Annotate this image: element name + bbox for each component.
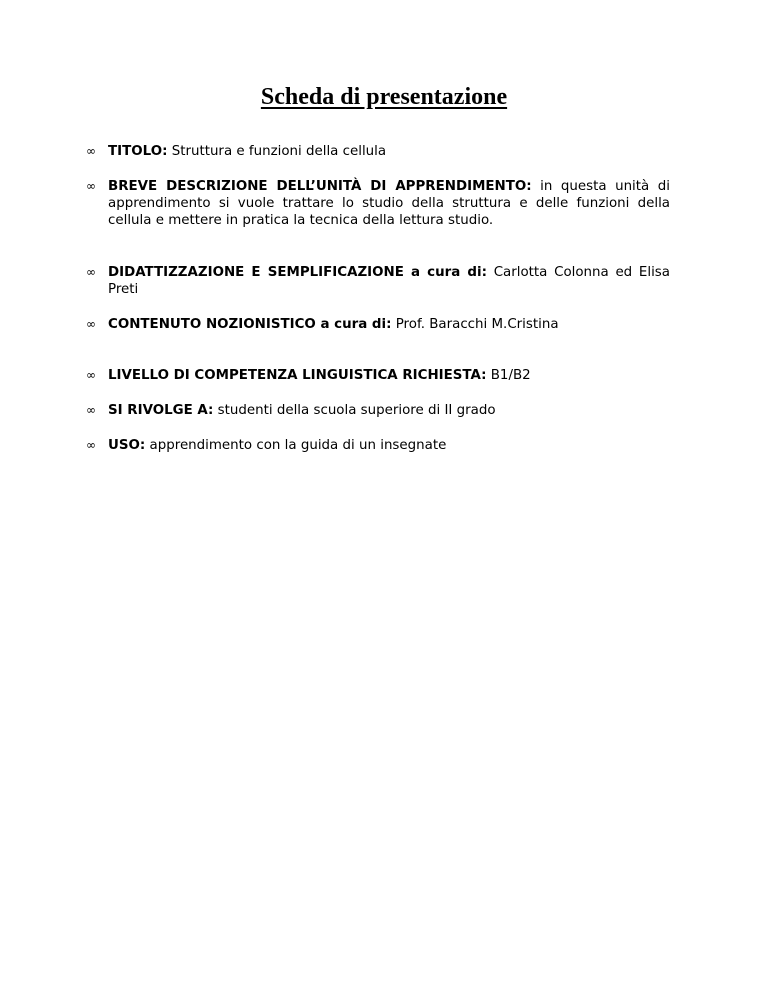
list-item-text xyxy=(108,143,670,160)
infinity-bullet-icon: ∞ xyxy=(86,368,96,382)
list-item-text xyxy=(108,437,670,454)
item-label: SI RIVOLGE A: xyxy=(108,403,214,418)
item-label: USO: xyxy=(108,438,146,453)
item-label: TITOLO: xyxy=(108,144,168,159)
item-value: B1/B2 xyxy=(490,368,531,383)
list-item-livello xyxy=(86,367,670,384)
page-title: Scheda di presentazione xyxy=(260,84,508,110)
infinity-bullet-icon: ∞ xyxy=(86,438,96,452)
item-label: DIDATTIZZAZIONE E SEMPLIFICAZIONE a cura di: xyxy=(108,265,487,280)
list-item-uso xyxy=(86,437,670,454)
list-item-text xyxy=(108,178,670,229)
infinity-bullet-icon: ∞ xyxy=(86,265,96,279)
list-item-descrizione xyxy=(86,178,670,229)
infinity-bullet-icon: ∞ xyxy=(86,179,96,193)
item-label: LIVELLO DI COMPETENZA LINGUISTICA RICHIESTA: xyxy=(108,368,487,383)
list-item-contenuto xyxy=(86,316,670,333)
item-value: Struttura e funzioni della cellula xyxy=(171,144,387,159)
infinity-bullet-icon: ∞ xyxy=(86,144,96,158)
list-item-text xyxy=(108,367,670,384)
infinity-bullet-icon: ∞ xyxy=(86,317,96,331)
list-item-didattizzazione xyxy=(86,264,670,298)
item-value: apprendimento con la guida di un insegnate xyxy=(149,438,447,453)
list-item-text xyxy=(108,402,670,419)
infinity-bullet-icon: ∞ xyxy=(86,403,96,417)
item-label: CONTENUTO NOZIONISTICO a cura di: xyxy=(108,317,392,332)
list-item-destinatari xyxy=(86,402,670,419)
list-item-titolo xyxy=(86,143,670,160)
item-value: Prof. Baracchi M.Cristina xyxy=(395,317,559,332)
item-value: Carlotta Colonna ed Elisa Preti xyxy=(108,265,670,297)
item-value: in questa unità di apprendimento si vuole trattare lo studio della struttura e delle funzioni della cellula e mettere in pratica la tecnica della lettura studio. xyxy=(108,179,670,228)
item-label: BREVE DESCRIZIONE DELL’UNITÀ DI APPRENDIMENTO: xyxy=(108,179,532,194)
list-item-text xyxy=(108,316,670,333)
list-item-text xyxy=(108,264,670,298)
item-value: studenti della scuola superiore di II grado xyxy=(217,403,496,418)
